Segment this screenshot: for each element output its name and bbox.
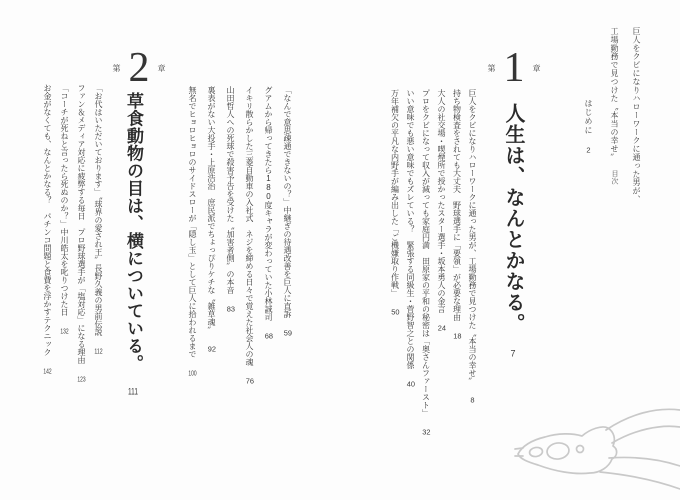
chapter2-suffix: 章	[157, 63, 166, 73]
chapter2-entries	[39, 84, 107, 449]
entry-title: ファン＆メディア対応に疲弊する毎日 プロ野球選手が「塩対応」になる理由	[77, 84, 86, 364]
entry-page-number: 83	[226, 305, 235, 313]
chapter1-title	[499, 103, 528, 433]
entry-title: 「コーチが死ねと言ったら死ぬのか？」中川皓太を叱りつけた日	[60, 84, 69, 316]
toc-entry	[39, 84, 56, 449]
entry-title: いい意味でも悪い意味でもズレている？ 緊張する同級生・菅野智之との関係	[406, 89, 415, 369]
entry-page-number: 76	[245, 377, 254, 385]
toc-entry	[449, 89, 465, 441]
entry-title: お金がなくても、なんとかなる？ パチンコ問題と食費を浮かすテクニック	[43, 84, 52, 356]
chapter1-number: 1	[503, 45, 525, 91]
toc-entry	[56, 84, 73, 449]
book-title	[603, 27, 647, 215]
pliers-illustration	[512, 398, 680, 494]
entry-page-number: 100	[188, 369, 197, 377]
intro-label: はじめに	[584, 99, 593, 135]
toc-entry	[387, 89, 403, 441]
toc-label: 目次	[611, 170, 618, 186]
entry-page-number: 68	[264, 332, 273, 340]
toc-entry	[403, 89, 419, 441]
entry-page-number: 92	[207, 345, 216, 353]
entry-page-number: 59	[283, 329, 292, 337]
entry-title: プロをクビになって収入が減っても家庭円満 田原家の平和の秘密は「奥さんファースト」	[421, 89, 431, 417]
toc-entry	[434, 89, 450, 441]
chapter2-prefix: 第	[112, 63, 121, 73]
entry-page-number: 50	[391, 308, 400, 316]
chapter2-title	[121, 92, 146, 432]
entry-title: グアムから帰ってきたら180度キャラが変わっていた小林誠司	[264, 86, 273, 321]
entry-title: 持ち物検査をされても大丈夫 野球選手に「要領」が必要な理由	[452, 89, 462, 321]
entry-page-number: 132	[60, 327, 69, 335]
entry-title: 山田哲人への死球で殺害予告を受けた〝加害者側〟の本音	[226, 86, 235, 294]
entry-page-number: 24	[437, 324, 446, 332]
intro-page-number: 2	[586, 146, 591, 154]
entry-title: 万年補欠の平凡な内野手が編み出した「ご機嫌取り作戦」	[390, 89, 400, 297]
entry-page-number: 112	[94, 347, 103, 355]
toc-entry	[259, 86, 278, 446]
toc-entry	[221, 86, 240, 446]
entry-page-number: 8	[470, 396, 475, 404]
entry-title: 裏表がない大投手・上原浩治 庶民派でちょっぴりケチな〝雑草魂〟	[207, 86, 216, 334]
entry-title: 「なんで意思疎通できないの？」中継ぎの待遇改善を巨人に直訴	[283, 86, 292, 318]
toc-entry	[73, 84, 90, 449]
chapter1-page-number: 7	[510, 349, 516, 358]
toc-entry	[240, 86, 259, 446]
entry-page-number: 142	[43, 367, 52, 375]
chapter1-prefix: 第	[487, 63, 496, 73]
toc-entry	[90, 84, 107, 449]
entry-title: 巨人をクビになりハローワークに通った男が、工場勤務で見つけた〝本当の幸せ〟	[468, 89, 477, 385]
entry-title: 「お代はいただいております」〝球界の愛され王〟長野久義の男前伝説	[94, 84, 103, 336]
toc-entry	[183, 86, 202, 446]
toc-entry	[202, 86, 221, 446]
entry-title: イキリ散らかした三菱自動車の入社式 ネジを締める日々で覚えた社会人の魂	[245, 86, 254, 366]
entry-page-number: 32	[422, 428, 431, 436]
chapter1-suffix: 章	[532, 63, 541, 73]
intro-entry	[583, 99, 594, 189]
entry-title: 無名でヒョロヒョロのサイドスローが「隠し玉」として巨人に拾われるまで	[188, 86, 197, 358]
book-title-line2-text: 工場勤務で見つけた〝本当の幸せ〟	[610, 27, 619, 162]
toc-entry	[278, 86, 297, 446]
toc-entry	[465, 89, 481, 441]
chapter2-number: 2	[128, 45, 150, 91]
entry-title: 大人の社交場・喫煙所で授かったスター選手・坂本勇人の金言	[437, 89, 446, 313]
entry-page-number: 123	[77, 375, 86, 383]
chapter1-header	[476, 45, 552, 91]
toc-entry	[418, 89, 434, 441]
chapter2-title-text: 草食動物の目は、横についている。	[124, 92, 143, 372]
entry-page-number: 18	[453, 332, 462, 340]
book-title-line2	[603, 27, 625, 215]
chapter1-entries-left	[183, 86, 297, 446]
chapter1-entries-right	[387, 89, 480, 441]
book-title-line1	[625, 27, 647, 215]
chapter2-header	[101, 45, 177, 91]
chapter1-title-text: 人生は、なんとかなる。	[502, 103, 524, 334]
entry-page-number: 40	[406, 380, 415, 388]
book-title-line1-text: 巨人をクビになりハローワークに通った男が、	[632, 27, 641, 204]
chapter2-page-number: 111	[128, 387, 138, 396]
